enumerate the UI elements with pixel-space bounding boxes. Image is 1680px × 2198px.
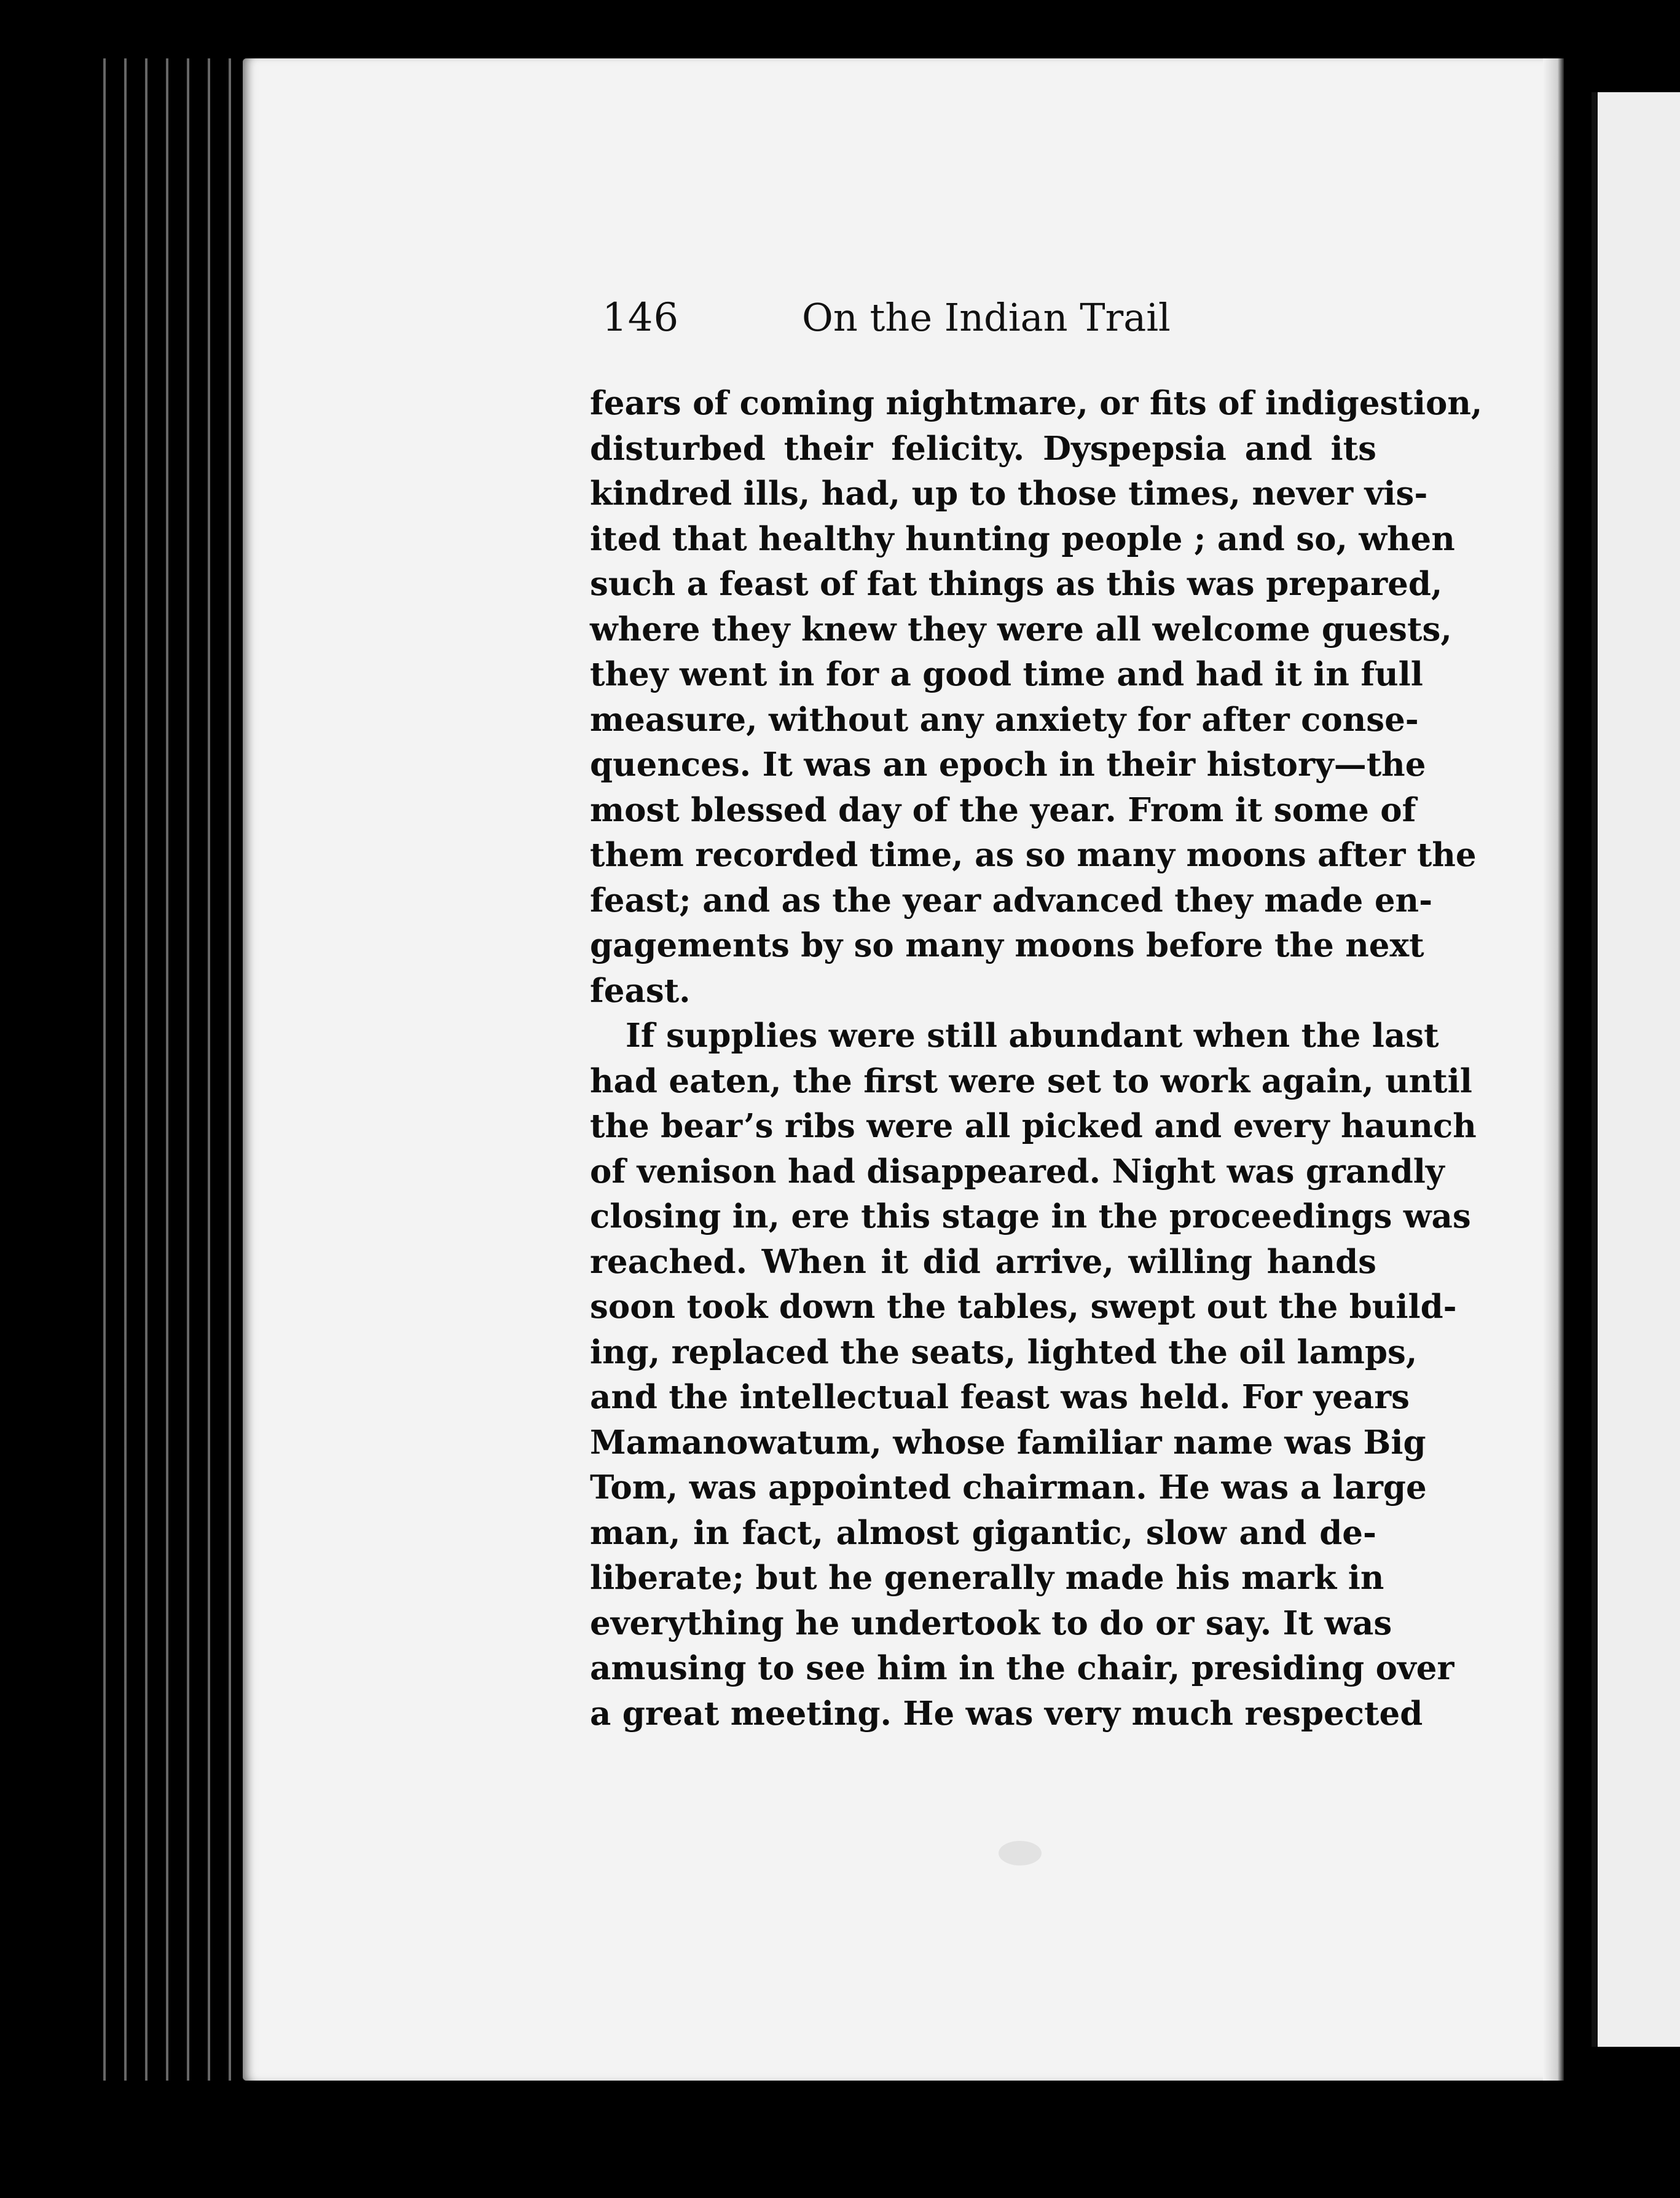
paragraph <box>590 381 1483 1014</box>
page-number: 146 <box>602 295 680 341</box>
page-stack-edges <box>92 58 252 2081</box>
text-line: of venison had disappeared. Night was grandly <box>590 1152 1445 1191</box>
page-header <box>602 295 1186 350</box>
text-line: Tom, was appointed chairman. He was a large <box>590 1468 1427 1507</box>
text-line: If supplies were still abundant when the last <box>626 1017 1439 1055</box>
paragraph <box>590 1014 1477 1736</box>
text-line: measure, without any anxiety for after conse- <box>590 700 1419 739</box>
text-line: they went in for a good time and had it in full <box>590 655 1423 693</box>
text-line: feast; and as the year advanced they made en- <box>590 881 1433 920</box>
page-blemish <box>999 1841 1042 1865</box>
running-head: On the Indian Trail <box>802 295 1171 340</box>
text-line: most blessed day of the year. From it some of <box>590 790 1416 829</box>
text-line: feast. <box>590 971 691 1010</box>
text-line: such a feast of fat things as this was prepared, <box>590 565 1443 603</box>
text-line: closing in, ere this stage in the proceedings was <box>590 1197 1471 1235</box>
text-line: quences. It was an epoch in their history—the <box>590 746 1426 784</box>
text-line: amusing to see him in the chair, presiding over <box>590 1649 1454 1687</box>
page-body-text <box>590 381 1483 1736</box>
text-line: a great meeting. He was very much respected <box>590 1694 1423 1733</box>
text-line: ing, replaced the seats, lighted the oil lamps, <box>590 1333 1418 1371</box>
text-line: disturbed their felicity. Dyspepsia and its <box>590 429 1376 468</box>
text-line: them recorded time, as so many moons after the <box>590 836 1477 874</box>
text-line: had eaten, the first were set to work again, until <box>590 1062 1472 1100</box>
text-line: man, in fact, almost gigantic, slow and de- <box>590 1513 1376 1552</box>
text-line: fears of coming nightmare, or fits of indigestion, <box>590 384 1483 422</box>
text-line: kindred ills, had, up to those times, never vis- <box>590 475 1428 513</box>
text-line: where they knew they were all welcome guests, <box>590 610 1452 648</box>
text-line: gagements by so many moons before the next <box>590 926 1424 964</box>
text-line: soon took down the tables, swept out the build- <box>590 1288 1457 1326</box>
text-line: and the intellectual feast was held. For years <box>590 1378 1410 1416</box>
text-line: ited that healthy hunting people ; and so, when <box>590 519 1455 558</box>
text-line: everything he undertook to do or say. It was <box>590 1604 1392 1642</box>
text-line: the bear’s ribs were all picked and every haunch <box>590 1107 1477 1145</box>
text-line: reached. When it did arrive, willing hands <box>590 1242 1376 1281</box>
text-line: Mamanowatum, whose familiar name was Big <box>590 1423 1426 1462</box>
text-line: liberate; but he generally made his mark in <box>590 1559 1384 1597</box>
facing-page-edge <box>1592 92 1680 2047</box>
